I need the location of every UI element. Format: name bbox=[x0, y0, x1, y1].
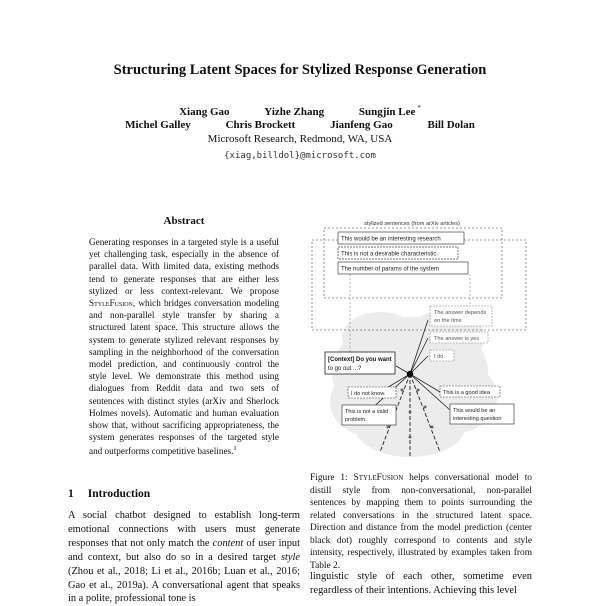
model-prediction-dot bbox=[407, 371, 413, 377]
caption-label: Figure 1: bbox=[310, 473, 354, 483]
intro-text: of user input and context, but also do so in a desired target bbox=[68, 537, 300, 563]
response-a-line-2: on the time bbox=[434, 318, 462, 324]
context-text-line-2: to go out ...? bbox=[328, 366, 362, 372]
stylized-sentence-2: This is not a desirable characteristic. bbox=[341, 251, 439, 258]
affiliation: Microsoft Research, Redmond, WA, USA bbox=[207, 133, 393, 145]
abstract-footnote-mark: 1 bbox=[233, 445, 237, 453]
response-c: I do. bbox=[434, 354, 445, 360]
abstract-heading: Abstract bbox=[163, 215, 205, 227]
section-number: 1 bbox=[68, 488, 74, 500]
intro-emphasis: style bbox=[280, 551, 300, 563]
stylized-sentence-1: This would be an interesting research bbox=[341, 236, 441, 243]
caption-text: helps conversational model to distill style from non-conversational, non-parallel sentences by mapping them to points surrounding the related conversations in the structured latent space. Direction and distance from the model prediction (center black dot) roughly correspond to contents and style intensity, respectively, illustrated by examples taken from Table 2. bbox=[310, 473, 532, 571]
figure-caption bbox=[310, 472, 532, 572]
response-b: The answer is yes bbox=[434, 336, 480, 342]
author-name bbox=[359, 104, 421, 118]
response-e-line-2: problem. bbox=[345, 417, 367, 423]
response-g-line-1: This would be an bbox=[453, 408, 496, 414]
response-f: This is a good idea bbox=[443, 390, 490, 396]
paper-title: Structuring Latent Spaces for Stylized Response Generation bbox=[113, 62, 487, 78]
author-name: Bill Dolan bbox=[427, 119, 475, 131]
method-name: StyleFusion bbox=[89, 298, 133, 309]
figure-1-diagram bbox=[310, 212, 532, 462]
abstract-body bbox=[89, 236, 279, 458]
section-title: Introduction bbox=[87, 488, 151, 500]
right-column-text: linguistic style of each other, sometime even regardless of their intentions. Achieving this level bbox=[310, 571, 532, 596]
author-name: Xiang Gao bbox=[179, 105, 230, 118]
authors-row-2 bbox=[0, 119, 600, 131]
response-g-line-2: interesting question bbox=[453, 416, 502, 422]
caption-method-name: StyleFusion bbox=[353, 473, 404, 483]
intro-text: (Zhou et al., 2018; Li et al., 2016b; Luan et al., 2016; Gao et al., 2019a). A conversational agent that speaks in a polite, professional tone is bbox=[68, 565, 300, 605]
author-footnote-mark: * bbox=[417, 104, 421, 112]
author-name: Yizhe Zhang bbox=[264, 105, 325, 118]
abstract-text: Generating responses in a targeted style is a useful yet challenging task, especially in the absence of parallel data. With limited data, existing methods tend to generate responses that are either less stylized or less context-relevant. We propose bbox=[89, 237, 279, 296]
introduction-text bbox=[68, 509, 300, 606]
stylized-sentences-label: stylized sentences (from arXiv articles) bbox=[364, 221, 460, 227]
abstract-text: , which bridges conversation modeling and non-parallel style transfer by sharing a structured latent space. This structure allows the system to generate stylized relevant responses by sampling in the neighborhood of the conversation model prediction, and continuously control the style level. We demonstrate this method using dialogues from Reddit data and two sets of sentences with distinct styles (arXiv and Sherlock Holmes novels). Automatic and human evaluation show that, without sacrificing appropriateness, the system generates responses of the targeted style and outperforms competitive baselines. bbox=[89, 298, 279, 457]
stylized-sentence-3: The number of params of the system bbox=[341, 266, 440, 273]
authors-row-1 bbox=[0, 104, 600, 118]
response-e-line-1: This is not a valid bbox=[345, 409, 389, 415]
author-name: Chris Brockett bbox=[225, 119, 296, 131]
response-a-line-1: The answer depends bbox=[434, 310, 487, 316]
context-text-line-1: [Context] Do you want bbox=[328, 357, 392, 363]
email: {xiag,billdol}@microsoft.com bbox=[224, 151, 376, 161]
author-name: Jianfeng Gao bbox=[330, 119, 393, 131]
intro-emphasis: content bbox=[212, 537, 244, 549]
response-d: I do not know. bbox=[351, 391, 386, 397]
author-name-text: Sungjin Lee bbox=[358, 105, 416, 118]
author-name: Michel Galley bbox=[125, 119, 191, 131]
section-heading bbox=[68, 488, 150, 500]
intro-text: A social chatbot designed to establish long-term emotional connections with users must generate responses that not only match the bbox=[68, 510, 300, 549]
